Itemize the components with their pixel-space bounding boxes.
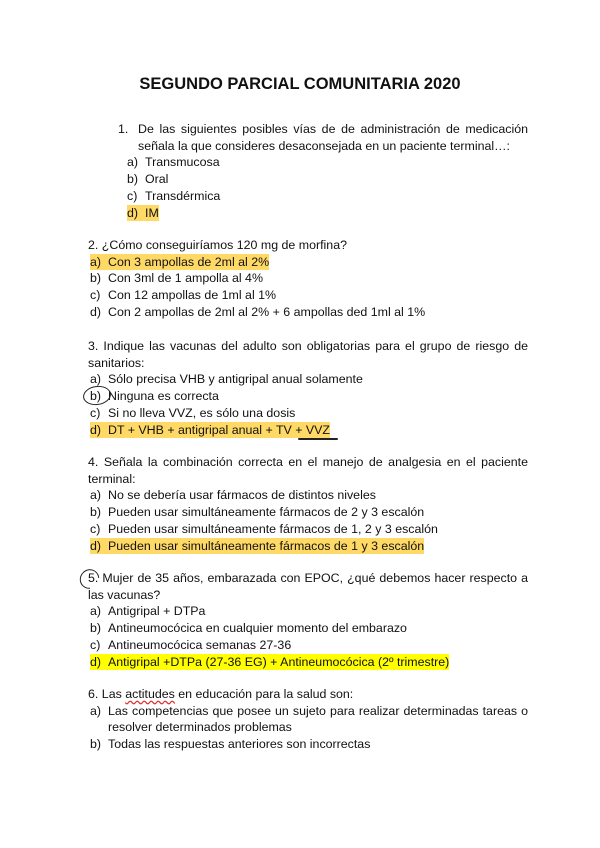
option-a-highlighted (90, 254, 528, 271)
option-a (90, 603, 528, 620)
option-text: Pueden usar simultáneamente fármacos de 1, 2 y 3 escalón (108, 521, 438, 536)
question-stem: De las siguientes posibles vías de de administración de medicación señala la que consideres desaconsejada en un paciente terminal…: (138, 122, 528, 153)
option-letter: a) (90, 254, 102, 269)
option-letter: c) (90, 288, 101, 303)
option-text: Con 3 ampollas de 2ml al 2% (108, 254, 270, 269)
question-number: 1. (118, 122, 129, 136)
option-text: Con 2 ampollas de 2ml al 2% + 6 ampollas ded 1ml al 1% (108, 304, 426, 319)
option-letter: d) (90, 538, 102, 553)
option-b (127, 171, 528, 188)
option-b (90, 504, 528, 521)
option-d-highlighted (90, 538, 528, 555)
option-b (90, 736, 528, 753)
option-letter: b) (90, 505, 102, 520)
question-stem: Indique las vacunas del adulto son obligatorias para el grupo de riesgo de sanitarios: (88, 339, 528, 370)
option-letter: d) (90, 422, 102, 437)
question-stem: Mujer de 35 años, embarazada con EPOC, ¿qué debemos hacer respecto a las vacunas? (88, 571, 528, 602)
option-c (90, 521, 528, 538)
question-1 (88, 121, 528, 221)
option-text: Todas las respuestas anteriores son incorrectas (108, 737, 371, 752)
option-b (90, 388, 528, 405)
option-a (90, 371, 528, 388)
options-list (88, 703, 528, 753)
option-c (90, 405, 528, 422)
option-text: Sólo precisa VHB y antigripal anual solamente (108, 372, 363, 387)
option-letter: b) (90, 621, 102, 636)
question-number: 2. (88, 238, 99, 252)
option-letter: b) (90, 271, 102, 286)
question-4 (88, 454, 528, 554)
option-text: Las competencias que posee un sujeto para realizar determinadas tareas o resolver determinados problemas (108, 703, 528, 735)
option-d (90, 304, 528, 321)
option-text: Transmucosa (145, 155, 220, 170)
option-letter: b) (127, 172, 139, 187)
option-text: Pueden usar simultáneamente fármacos de 1 y 3 escalón (108, 538, 425, 553)
option-d-highlighted (127, 205, 528, 222)
question-stem: ¿Cómo conseguiríamos 120 mg de morfina? (101, 238, 347, 252)
option-text: Antineumocócica en cualquier momento del embarazo (108, 621, 407, 636)
document-title: SEGUNDO PARCIAL COMUNITARIA 2020 (139, 75, 461, 93)
option-text: Oral (145, 172, 169, 187)
option-d-highlighted (90, 654, 528, 671)
option-text: DT + VHB + antigripal anual + TV + VVZ (108, 422, 331, 437)
option-a (90, 703, 528, 736)
option-text: Antigripal + DTPa (108, 604, 206, 619)
question-number: 3. (88, 339, 99, 353)
option-text: Con 3ml de 1 ampolla al 4% (108, 271, 263, 286)
option-letter: d) (90, 304, 102, 319)
handwritten-underline-mark (298, 438, 338, 440)
option-c (127, 188, 528, 205)
options-list (88, 603, 528, 670)
option-text: Antineumocócica semanas 27-36 (108, 637, 292, 652)
question-number: 5. (88, 571, 99, 585)
option-letter: b) (90, 389, 102, 404)
option-letter: a) (127, 155, 139, 170)
option-c (90, 637, 528, 654)
options-list (88, 371, 528, 438)
option-b (90, 270, 528, 287)
option-letter: a) (90, 604, 102, 619)
option-letter: c) (90, 521, 101, 536)
options-list (88, 254, 528, 321)
question-number: 6. (88, 687, 99, 701)
option-text: No se debería usar fármacos de distintos niveles (108, 488, 376, 503)
question-stem: Señala la combinación correcta en el manejo de analgesia en el paciente terminal: (88, 455, 528, 486)
question-5 (88, 570, 528, 670)
question-number: 4. (88, 455, 99, 469)
option-a (90, 487, 528, 504)
question-6 (88, 686, 528, 753)
option-letter: c) (127, 188, 138, 203)
option-text: Si no lleva VVZ, es sólo una dosis (108, 405, 296, 420)
option-text: Transdérmica (145, 188, 221, 203)
option-b (90, 620, 528, 637)
option-text: Pueden usar simultáneamente fármacos de 2 y 3 escalón (108, 505, 425, 520)
option-letter: d) (127, 205, 139, 220)
option-letter: d) (90, 654, 102, 669)
option-text: Con 12 ampollas de 1ml al 1% (108, 288, 277, 303)
option-text: Ninguna es correcta (108, 389, 219, 404)
question-3 (88, 338, 528, 438)
options-list (88, 487, 528, 554)
option-d-highlighted (90, 422, 528, 439)
option-letter: c) (90, 405, 101, 420)
option-letter: b) (90, 737, 102, 752)
option-letter: a) (90, 488, 102, 503)
option-text: Antigripal +DTPa (27-36 EG) + Antineumocócica (2º trimestre) (108, 654, 450, 669)
option-letter: a) (90, 372, 102, 387)
option-c (90, 287, 528, 304)
option-letter: a) (90, 703, 102, 718)
question-2 (88, 237, 528, 321)
option-text: IM (145, 205, 159, 220)
options-list (88, 154, 528, 221)
question-stem-end: en educación para la salud son: (178, 687, 354, 701)
spellcheck-marked-word: actitudes (125, 687, 175, 701)
option-letter: c) (90, 637, 101, 652)
question-stem-start: Las (101, 687, 122, 701)
option-a (127, 154, 528, 171)
